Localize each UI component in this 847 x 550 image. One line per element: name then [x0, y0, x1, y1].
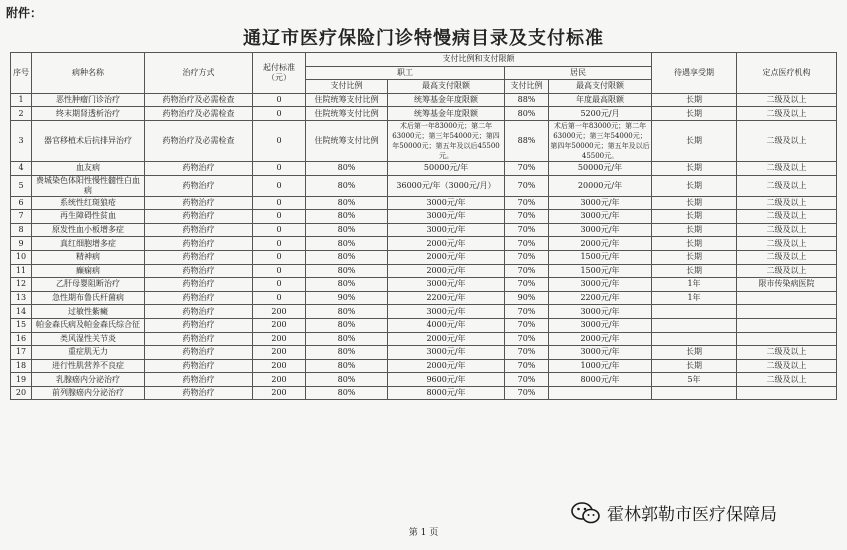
seq-cell: 8 — [11, 223, 32, 237]
table-row — [11, 346, 837, 360]
disease-name-cell: 帕金森氏病及帕金森氏综合征 — [32, 318, 145, 332]
institution-cell: 二级及以上 — [737, 175, 837, 196]
disease-name-cell: 类风湿性关节炎 — [32, 332, 145, 346]
employee-limit-cell: 2000元/年 — [388, 264, 505, 278]
resident-ratio-cell: 70% — [505, 359, 549, 373]
seq-cell: 16 — [11, 332, 32, 346]
resident-ratio-cell: 90% — [505, 291, 549, 305]
institution-cell: 二级及以上 — [737, 161, 837, 175]
employee-ratio-cell: 80% — [306, 264, 388, 278]
resident-limit-cell: 50000元/年 — [549, 161, 652, 175]
threshold-cell: 0 — [253, 120, 306, 161]
wechat-watermark — [567, 498, 781, 527]
employee-limit-cell: 2000元/年 — [388, 250, 505, 264]
treatment-cell: 药物治疗及必需检查 — [145, 93, 253, 107]
employee-limit-cell: 3000元/年 — [388, 196, 505, 210]
resident-limit-cell: 20000元/年 — [549, 175, 652, 196]
threshold-cell: 0 — [253, 223, 306, 237]
institution-cell: 二级及以上 — [737, 223, 837, 237]
treatment-cell: 药物治疗 — [145, 196, 253, 210]
treatment-cell: 药物治疗 — [145, 264, 253, 278]
threshold-cell: 0 — [253, 161, 306, 175]
period-cell: 长期 — [652, 196, 737, 210]
table-row — [11, 107, 837, 121]
employee-ratio-cell: 住院统筹支付比例 — [306, 93, 388, 107]
header-employee: 职工 — [306, 66, 505, 80]
table-row — [11, 210, 837, 224]
resident-limit-cell: 1000元/年 — [549, 359, 652, 373]
table-row — [11, 278, 837, 292]
treatment-cell: 药物治疗 — [145, 250, 253, 264]
employee-ratio-cell: 80% — [306, 318, 388, 332]
treatment-cell: 药物治疗 — [145, 223, 253, 237]
threshold-cell: 0 — [253, 278, 306, 292]
period-cell: 长期 — [652, 223, 737, 237]
employee-ratio-cell: 80% — [306, 305, 388, 319]
resident-ratio-cell: 70% — [505, 332, 549, 346]
seq-cell: 9 — [11, 237, 32, 251]
institution-cell — [737, 305, 837, 319]
period-cell: 1年 — [652, 278, 737, 292]
seq-cell: 13 — [11, 291, 32, 305]
resident-limit-cell: 2200元/年 — [549, 291, 652, 305]
seq-cell: 5 — [11, 175, 32, 196]
disease-name-cell: 前列腺癌内分泌治疗 — [32, 386, 145, 400]
employee-ratio-cell: 80% — [306, 278, 388, 292]
institution-cell: 二级及以上 — [737, 237, 837, 251]
resident-limit-cell: 1500元/年 — [549, 264, 652, 278]
threshold-cell: 0 — [253, 264, 306, 278]
disease-name-cell: 过敏性紫癜 — [32, 305, 145, 319]
resident-limit-cell: 3000元/年 — [549, 278, 652, 292]
resident-limit-cell: 8000元/年 — [549, 373, 652, 387]
resident-limit-cell: 3000元/年 — [549, 210, 652, 224]
period-cell: 长期 — [652, 210, 737, 224]
institution-cell — [737, 291, 837, 305]
resident-ratio-cell: 70% — [505, 196, 549, 210]
resident-limit-cell: 3000元/年 — [549, 305, 652, 319]
seq-cell: 4 — [11, 161, 32, 175]
document-title: 通辽市医疗保险门诊特慢病目录及支付标准 — [243, 28, 604, 49]
resident-limit-cell: 3000元/年 — [549, 318, 652, 332]
resident-limit-cell: 3000元/年 — [549, 346, 652, 360]
employee-limit-cell: 2000元/年 — [388, 359, 505, 373]
header-emp-ratio: 支付比例 — [306, 80, 388, 94]
header-row-1 — [11, 53, 837, 67]
table-row — [11, 196, 837, 210]
period-cell — [652, 386, 737, 400]
resident-ratio-cell: 88% — [505, 120, 549, 161]
disease-name-cell: 血友病 — [32, 161, 145, 175]
employee-limit-cell: 2000元/年 — [388, 237, 505, 251]
period-cell — [652, 305, 737, 319]
employee-limit-cell: 50000元/年 — [388, 161, 505, 175]
table-row — [11, 291, 837, 305]
period-cell: 长期 — [652, 237, 737, 251]
institution-cell: 二级及以上 — [737, 196, 837, 210]
resident-ratio-cell: 70% — [505, 250, 549, 264]
disease-name-cell: 进行性肌营养不良症 — [32, 359, 145, 373]
header-treatment: 治疗方式 — [145, 53, 253, 94]
wechat-icon — [571, 501, 601, 525]
employee-ratio-cell: 80% — [306, 223, 388, 237]
period-cell: 5年 — [652, 373, 737, 387]
header-payment-group: 支付比例和支付限额 — [306, 53, 652, 67]
resident-ratio-cell: 70% — [505, 237, 549, 251]
employee-limit-cell: 统筹基金年度限额 — [388, 107, 505, 121]
resident-limit-cell: 年度最高限额 — [549, 93, 652, 107]
institution-cell: 二级及以上 — [737, 120, 837, 161]
threshold-cell: 0 — [253, 175, 306, 196]
resident-ratio-cell: 70% — [505, 318, 549, 332]
threshold-cell: 200 — [253, 305, 306, 319]
seq-cell: 17 — [11, 346, 32, 360]
treatment-cell: 药物治疗 — [145, 237, 253, 251]
treatment-cell: 药物治疗及必需检查 — [145, 120, 253, 161]
header-resident: 居民 — [505, 66, 652, 80]
employee-limit-cell: 9600元/年 — [388, 373, 505, 387]
seq-cell: 6 — [11, 196, 32, 210]
disease-name-cell: 急性期布鲁氏杆菌病 — [32, 291, 145, 305]
header-res-limit: 最高支付限额 — [549, 80, 652, 94]
employee-ratio-cell: 80% — [306, 373, 388, 387]
employee-ratio-cell: 住院统筹支付比例 — [306, 120, 388, 161]
employee-limit-cell: 36000元/年（3000元/月） — [388, 175, 505, 196]
employee-limit-cell: 3000元/年 — [388, 210, 505, 224]
resident-ratio-cell: 70% — [505, 305, 549, 319]
employee-ratio-cell: 90% — [306, 291, 388, 305]
employee-limit-cell: 4000元/年 — [388, 318, 505, 332]
header-emp-limit: 最高支付限额 — [388, 80, 505, 94]
table-row — [11, 93, 837, 107]
header-disease: 病种名称 — [32, 53, 145, 94]
period-cell: 长期 — [652, 107, 737, 121]
employee-ratio-cell: 80% — [306, 359, 388, 373]
table-row — [11, 161, 837, 175]
period-cell: 长期 — [652, 346, 737, 360]
employee-ratio-cell: 80% — [306, 161, 388, 175]
institution-cell: 限市传染病医院 — [737, 278, 837, 292]
disease-name-cell: 费城染色体阳性慢性髓性白血病 — [32, 175, 145, 196]
treatment-cell: 药物治疗 — [145, 318, 253, 332]
period-cell: 长期 — [652, 175, 737, 196]
resident-ratio-cell: 88% — [505, 93, 549, 107]
threshold-cell: 200 — [253, 332, 306, 346]
threshold-cell: 200 — [253, 318, 306, 332]
seq-cell: 19 — [11, 373, 32, 387]
period-cell: 长期 — [652, 264, 737, 278]
threshold-cell: 0 — [253, 250, 306, 264]
seq-cell: 14 — [11, 305, 32, 319]
disease-name-cell: 终末期肾透析治疗 — [32, 107, 145, 121]
disease-name-cell: 系统性红斑狼疮 — [32, 196, 145, 210]
threshold-cell: 0 — [253, 93, 306, 107]
table-row — [11, 250, 837, 264]
institution-cell: 二级及以上 — [737, 93, 837, 107]
institution-cell: 二级及以上 — [737, 210, 837, 224]
resident-limit-cell: 3000元/年 — [549, 196, 652, 210]
treatment-cell: 药物治疗 — [145, 175, 253, 196]
seq-cell: 20 — [11, 386, 32, 400]
table-row — [11, 332, 837, 346]
employee-ratio-cell: 80% — [306, 196, 388, 210]
resident-ratio-cell: 70% — [505, 264, 549, 278]
disease-name-cell: 乙肝母婴阻断治疗 — [32, 278, 145, 292]
disease-name-cell: 精神病 — [32, 250, 145, 264]
employee-limit-cell: 3000元/年 — [388, 305, 505, 319]
table-row — [11, 223, 837, 237]
resident-limit-cell: 术后第一年83000元；第二年63000元；第三年54000元；第四年50000元；第五年及以后45500元。 — [550, 121, 650, 160]
seq-cell: 10 — [11, 250, 32, 264]
resident-limit-cell: 2000元/年 — [549, 332, 652, 346]
watermark-text: 霍林郭勒市医疗保障局 — [607, 505, 777, 525]
period-cell: 长期 — [652, 93, 737, 107]
treatment-cell: 药物治疗 — [145, 278, 253, 292]
seq-cell: 15 — [11, 318, 32, 332]
threshold-cell: 0 — [253, 210, 306, 224]
resident-ratio-cell: 70% — [505, 386, 549, 400]
institution-cell: 二级及以上 — [737, 250, 837, 264]
institution-cell: 二级及以上 — [737, 107, 837, 121]
threshold-cell: 0 — [253, 237, 306, 251]
resident-ratio-cell: 70% — [505, 373, 549, 387]
institution-cell — [737, 318, 837, 332]
institution-cell: 二级及以上 — [737, 359, 837, 373]
institution-cell — [737, 332, 837, 346]
table-row — [11, 373, 837, 387]
table-row — [11, 175, 837, 196]
threshold-cell: 200 — [253, 386, 306, 400]
table-row — [11, 120, 837, 161]
treatment-cell: 药物治疗 — [145, 210, 253, 224]
treatment-cell: 药物治疗 — [145, 305, 253, 319]
seq-cell: 7 — [11, 210, 32, 224]
resident-ratio-cell: 70% — [505, 223, 549, 237]
threshold-cell: 0 — [253, 107, 306, 121]
treatment-cell: 药物治疗 — [145, 291, 253, 305]
employee-limit-cell: 统筹基金年度限额 — [388, 93, 505, 107]
disease-name-cell: 真红细胞增多症 — [32, 237, 145, 251]
header-seq: 序号 — [11, 53, 32, 94]
treatment-cell: 药物治疗 — [145, 346, 253, 360]
table-row — [11, 359, 837, 373]
seq-cell: 12 — [11, 278, 32, 292]
table-row — [11, 318, 837, 332]
employee-limit-cell: 3000元/年 — [388, 278, 505, 292]
resident-limit-cell: 5200元/月 — [549, 107, 652, 121]
employee-limit-cell: 8000元/年 — [388, 386, 505, 400]
institution-cell: 二级及以上 — [737, 346, 837, 360]
threshold-cell: 0 — [253, 291, 306, 305]
period-cell — [652, 332, 737, 346]
threshold-cell: 200 — [253, 373, 306, 387]
employee-limit-cell: 2200元/年 — [388, 291, 505, 305]
attachment-label: 附件： — [6, 6, 43, 20]
employee-limit-cell: 2000元/年 — [388, 332, 505, 346]
disease-name-cell: 癫痫病 — [32, 264, 145, 278]
period-cell: 长期 — [652, 250, 737, 264]
resident-ratio-cell: 70% — [505, 161, 549, 175]
resident-ratio-cell: 70% — [505, 278, 549, 292]
header-period: 待遇享受期 — [652, 53, 737, 94]
threshold-cell: 200 — [253, 359, 306, 373]
header-institution: 定点医疗机构 — [737, 53, 837, 94]
employee-ratio-cell: 80% — [306, 346, 388, 360]
seq-cell: 1 — [11, 93, 32, 107]
institution-cell — [737, 386, 837, 400]
period-cell: 长期 — [652, 359, 737, 373]
period-cell: 1年 — [652, 291, 737, 305]
employee-ratio-cell: 80% — [306, 250, 388, 264]
employee-ratio-cell: 80% — [306, 210, 388, 224]
seq-cell: 3 — [11, 120, 32, 161]
institution-cell: 二级及以上 — [737, 373, 837, 387]
employee-ratio-cell: 住院统筹支付比例 — [306, 107, 388, 121]
resident-ratio-cell: 70% — [505, 175, 549, 196]
table-row — [11, 386, 837, 400]
disease-name-cell: 器官移植术后抗排异治疗 — [32, 120, 145, 161]
resident-ratio-cell: 70% — [505, 210, 549, 224]
header-res-ratio: 支付比例 — [505, 80, 549, 94]
employee-limit-cell: 术后第一年83000元；第二年63000元；第三年54000元；第四年50000元；第五年及以后45500元。 — [388, 120, 505, 161]
resident-limit-cell: 2000元/年 — [549, 237, 652, 251]
seq-cell: 18 — [11, 359, 32, 373]
disease-name-cell: 乳腺癌内分泌治疗 — [32, 373, 145, 387]
page-number: 第 1 页 — [408, 528, 439, 538]
treatment-cell: 药物治疗 — [145, 386, 253, 400]
treatment-cell: 药物治疗 — [145, 332, 253, 346]
treatment-cell: 药物治疗 — [145, 359, 253, 373]
threshold-cell: 0 — [253, 196, 306, 210]
period-cell: 长期 — [652, 120, 737, 161]
period-cell: 长期 — [652, 161, 737, 175]
disease-payment-table — [10, 52, 837, 400]
employee-ratio-cell: 80% — [306, 175, 388, 196]
resident-limit-cell — [549, 386, 652, 400]
disease-name-cell: 原发性血小板增多症 — [32, 223, 145, 237]
institution-cell: 二级及以上 — [737, 264, 837, 278]
disease-name-cell: 重症肌无力 — [32, 346, 145, 360]
table-row — [11, 237, 837, 251]
period-cell — [652, 318, 737, 332]
table-row — [11, 305, 837, 319]
disease-name-cell: 恶性肿瘤门诊治疗 — [32, 93, 145, 107]
treatment-cell: 药物治疗 — [145, 161, 253, 175]
seq-cell: 11 — [11, 264, 32, 278]
resident-limit-cell: 3000元/年 — [549, 223, 652, 237]
employee-limit-cell: 3000元/年 — [388, 346, 505, 360]
threshold-cell: 200 — [253, 346, 306, 360]
employee-ratio-cell: 80% — [306, 332, 388, 346]
employee-limit-cell: 3000元/年 — [388, 223, 505, 237]
employee-ratio-cell: 80% — [306, 237, 388, 251]
resident-ratio-cell: 80% — [505, 107, 549, 121]
resident-limit-cell: 1500元/年 — [549, 250, 652, 264]
header-threshold: 起付标准（元） — [253, 53, 306, 94]
seq-cell: 2 — [11, 107, 32, 121]
employee-ratio-cell: 80% — [306, 386, 388, 400]
disease-name-cell: 再生障碍性贫血 — [32, 210, 145, 224]
treatment-cell: 药物治疗 — [145, 373, 253, 387]
resident-ratio-cell: 70% — [505, 346, 549, 360]
treatment-cell: 药物治疗及必需检查 — [145, 107, 253, 121]
table-row — [11, 264, 837, 278]
